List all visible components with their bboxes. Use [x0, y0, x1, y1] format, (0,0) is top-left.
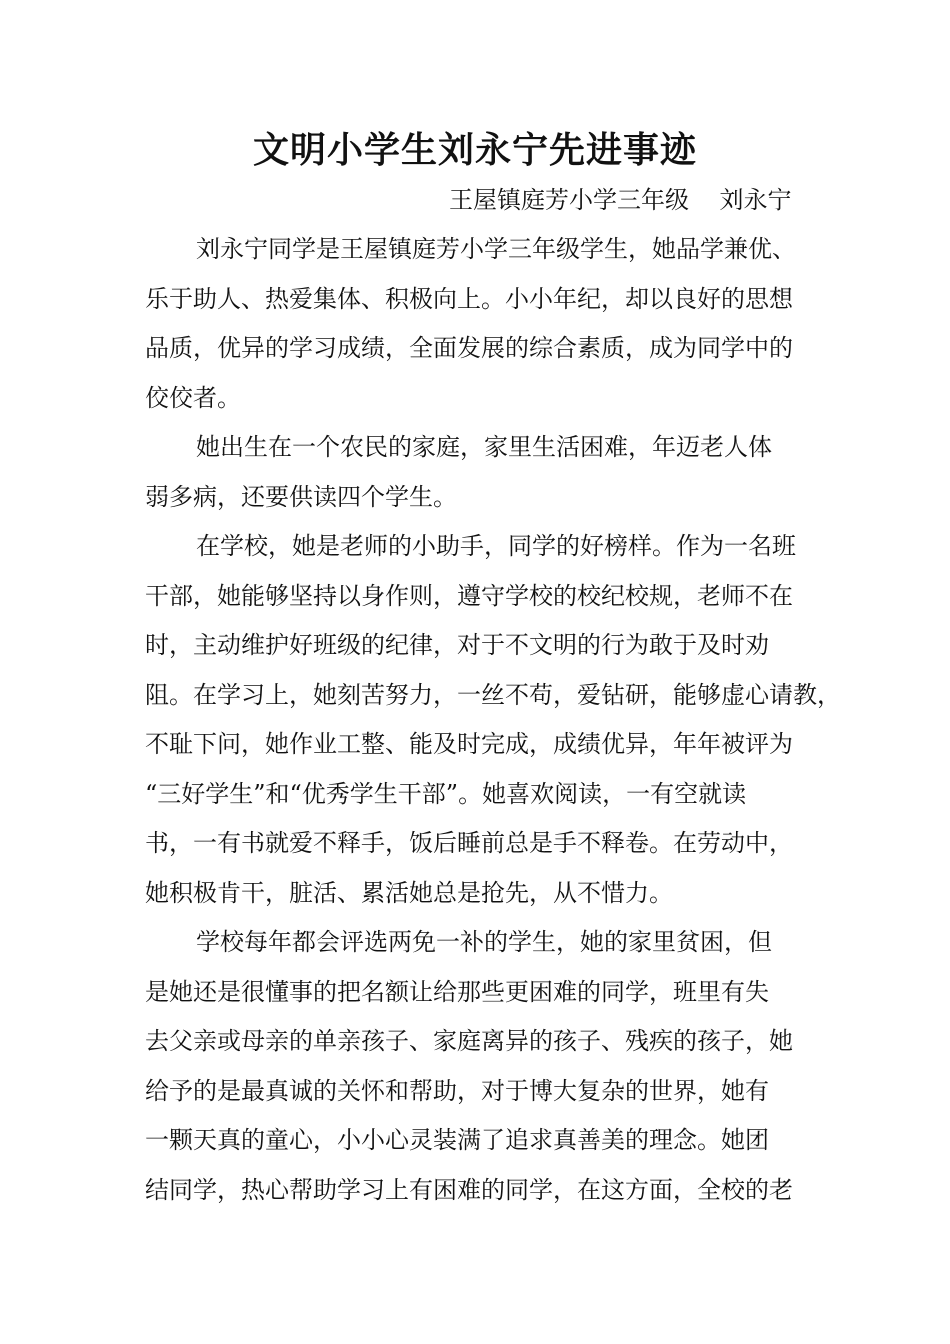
body-line: 在学校，她是老师的小助手，同学的好榜样。作为一名班 — [196, 532, 796, 560]
body-line: 学校每年都会评选两免一补的学生，她的家里贫困，但 — [196, 928, 772, 956]
body-line: “三好学生”和“优秀学生干部”。她喜欢阅读，一有空就读 — [145, 779, 747, 808]
body-line: 佼佼者。 — [145, 383, 241, 412]
body-line: 去父亲或母亲的单亲孩子、家庭离异的孩子、残疾的孩子，她 — [145, 1027, 793, 1055]
body-line: 给予的是最真诚的关怀和帮助，对于博大复杂的世界，她有 — [145, 1076, 769, 1105]
body-line: 时，主动维护好班级的纪律，对于不文明的行为敢于及时劝 — [145, 631, 769, 659]
body-line: 书，一有书就爱不释手，饭后睡前总是手不释卷。在劳动中， — [145, 829, 793, 857]
body-line: 弱多病，还要供读四个学生。 — [145, 482, 457, 511]
body-line: 她出生在一个农民的家庭，家里生活困难，年迈老人体 — [196, 433, 772, 461]
body-line: 结同学，热心帮助学习上有困难的同学，在这方面，全校的老 — [145, 1175, 793, 1204]
body-line: 阻。在学习上，她刻苦努力，一丝不苟，爱钻研，能够虚心请教， — [145, 680, 841, 709]
body-line: 她积极肯干，脏活、累活她总是抢先，从不惜力。 — [145, 878, 673, 907]
body-line: 干部，她能够坚持以身作则，遵守学校的校纪校规，老师不在 — [145, 581, 793, 610]
body-line: 刘永宁同学是王屋镇庭芳小学三年级学生，她品学兼优、 — [196, 235, 796, 263]
body-line: 品质，优异的学习成绩，全面发展的综合素质，成为同学中的 — [145, 334, 793, 362]
body-line: 一颗天真的童心，小小心灵装满了追求真善美的理念。她团 — [145, 1126, 769, 1154]
body-line: 不耻下问，她作业工整、能及时完成，成绩优异，年年被评为 — [145, 730, 793, 758]
document-title: 文明小学生刘永宁先进事迹 — [252, 129, 697, 171]
body-line: 乐于助人、热爱集体、积极向上。小小年纪，却以良好的思想 — [145, 284, 793, 313]
body-line: 是她还是很懂事的把名额让给那些更困难的同学，班里有失 — [145, 977, 769, 1006]
document-body — [145, 225, 841, 1215]
document-byline: 王屋镇庭芳小学三年级 刘永宁 — [449, 186, 792, 214]
